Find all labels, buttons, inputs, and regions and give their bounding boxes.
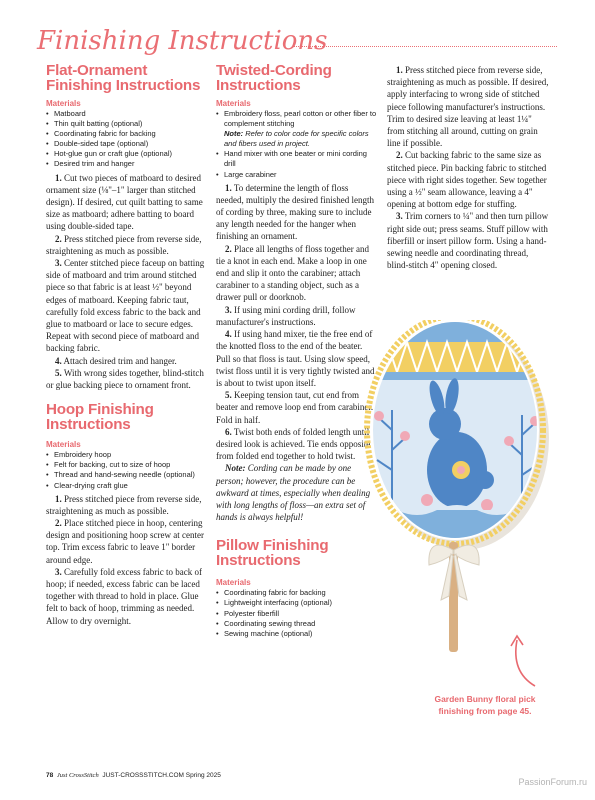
list-item: • Thread and hand-sewing needle (optional): [46, 470, 210, 480]
twisted-step: 4. If using hand mixer, tie the free end of the knotted floss to the end of the beater. Pull so that floss is taut. Using slow speed, twist floss until it is very tightly twisted and is about to twist upon itself.: [216, 329, 375, 388]
list-item: • Double-sided tape (optional): [46, 139, 210, 149]
page-footer: [46, 772, 221, 779]
website-link[interactable]: JUST-CROSSSTITCH.COM: [102, 772, 184, 779]
flat-materials-list: [46, 109, 210, 170]
page-header: [37, 23, 557, 59]
flat-step: 3. Center stitched piece faceup on batting side of matboard and trim around stitched piece so that fabric is at least ½" beyond edges of matboard. Keeping fabric taut, carefully fold excess fabric to the back and glue to matboard or lace to secure edges. Repeat with second piece of matboard and backing fabric.: [46, 257, 205, 354]
twisted-step: 1. To determine the length of floss needed, multiply the desired finished length of cording by three, making sure to include any length needed for the hanger when finishing an ornament.: [216, 182, 374, 242]
magazine-name: Just CrossStitch: [56, 772, 99, 779]
flat-materials-label: Materials: [46, 99, 81, 108]
list-item: • Coordinating fabric for backing: [46, 129, 210, 139]
list-item: • Hot-glue gun or craft glue (optional): [46, 149, 210, 159]
page-title: Finishing Instructions: [37, 26, 328, 56]
page-number: 78: [46, 772, 54, 779]
list-item: • Hand mixer with one beater or mini cording drill: [216, 149, 378, 169]
twisted-step: 5. Keeping tension taut, cut end from beater and remove loop end from carabiner. Fold in half.: [216, 390, 374, 425]
pillow-step: 1. Press stitched piece from reverse side, straightening as much as possible. If desired, apply interfacing to wrong side of stitched piece following manufacturer's instructions. Trim to desired size leaving at least 1¼" from stitching all around, cutting on grain line if possible.: [387, 65, 549, 149]
watermark: PassionForum.ru: [518, 777, 587, 787]
list-item: • Clear-drying craft glue: [46, 481, 210, 491]
column-middle: [216, 64, 378, 641]
twisted-closing-note: Note: Cording can be made by one person; however, the procedure can be awkward at times, especially when dealing with long lengths of floss—an extra set of hands is always helpful!: [216, 463, 371, 523]
hoop-step: 2. Place stitched piece in hoop, centering design and positioning hoop screw at center top. Trim excess fabric to leave 1" border around edge.: [46, 518, 204, 565]
twisted-step: 3. If using mini cording drill, follow manufacturer's instructions.: [216, 304, 356, 327]
issue-label: Spring 2025: [185, 772, 221, 779]
list-item: • Polyester fiberfill: [216, 609, 378, 619]
flat-ornament-heading: Flat-Ornament Finishing Instructions: [46, 62, 201, 94]
pillow-heading: Pillow Finishing Instructions: [216, 537, 329, 569]
header-dotted-rule: [292, 46, 557, 47]
list-item: • Lightweight interfacing (optional): [216, 598, 378, 608]
twisted-step: 6. Twist both ends of folded length until desired look is achieved. Tie ends opposite from folded end together to hold twist.: [216, 426, 371, 462]
pillow-materials-label: Materials: [216, 578, 251, 588]
hoop-materials-list: [46, 450, 210, 490]
list-item: • Matboard: [46, 109, 210, 119]
hoop-heading: Hoop Finishing Instructions: [46, 401, 154, 433]
column-right: [387, 64, 550, 271]
list-item: • Coordinating fabric for backing: [216, 588, 378, 598]
list-item: • Thin quilt batting (optional): [46, 119, 210, 129]
pillow-step: 3. Trim corners to ¼" and then turn pillow right side out; press seams. Stuff pillow with fiberfill or insert pillow form. Using a hand-sewing needle and coordinating thread, blind-stitch 4" opening closed.: [387, 211, 549, 271]
list-item: • Embroidery hoop: [46, 450, 210, 460]
list-item: • Desired trim and hanger: [46, 159, 210, 169]
list-item: • Coordinating sewing thread: [216, 619, 378, 629]
flat-step: 5. With wrong sides together, blind-stitch or glue backing piece to ornament front.: [46, 367, 204, 391]
twisted-materials-label: Materials: [216, 99, 251, 108]
twisted-materials-list: [216, 109, 378, 180]
list-item: • Large carabiner: [216, 170, 378, 180]
pillow-materials-list: [216, 588, 378, 638]
column-left: [46, 64, 210, 627]
photo-caption: Garden Bunny floral pick finishing from page 45.: [434, 694, 536, 716]
list-item: • Felt for backing, cut to size of hoop: [46, 460, 210, 470]
curved-arrow-icon: [505, 632, 545, 690]
hoop-step: 1. Press stitched piece from reverse side, straightening as much as possible.: [46, 493, 202, 516]
hoop-materials-label: Materials: [46, 440, 81, 450]
hoop-step: 3. Carefully fold excess fabric to back of hoop; if needed, excess fabric can be laced together with thread to hold in place. Glue felt to back of hoop, trimming as needed. Allow to dry overnight.: [46, 566, 202, 626]
flat-step: 2. Press stitched piece from reverse side, straightening as much as possible.: [46, 233, 202, 256]
flat-step: 1. Cut two pieces of matboard to desired ornament size (⅛"–1" larger than stitched design). If desired, cut quilt batting to same size as matboard; adhere batting to board using double-sided tape.: [46, 172, 203, 232]
twisted-step: 2. Place all lengths of floss together and tie a knot in each end. Make a loop in one end and slip it onto the carabiner; attach carabiner to a standing object, such as a drawer pull or doorknob.: [216, 243, 369, 303]
pillow-step: 2. Cut backing fabric to the same size as stitched piece. Pin backing fabric to stitched piece with right sides together. Sew together using a ½" seam allowance, leaving a 4" opening at bottom edge for stuffing.: [387, 150, 547, 210]
twisted-cording-heading: Twisted-Cording Instructions: [216, 62, 332, 94]
list-item: • Embroidery floss, pearl cotton or other fiber to complement stitching Note: Refer to color code for specific colors and fibers used in project.: [216, 109, 378, 149]
flat-step: 4. Attach desired trim and hanger.: [55, 355, 177, 366]
list-item: • Sewing machine (optional): [216, 629, 378, 639]
